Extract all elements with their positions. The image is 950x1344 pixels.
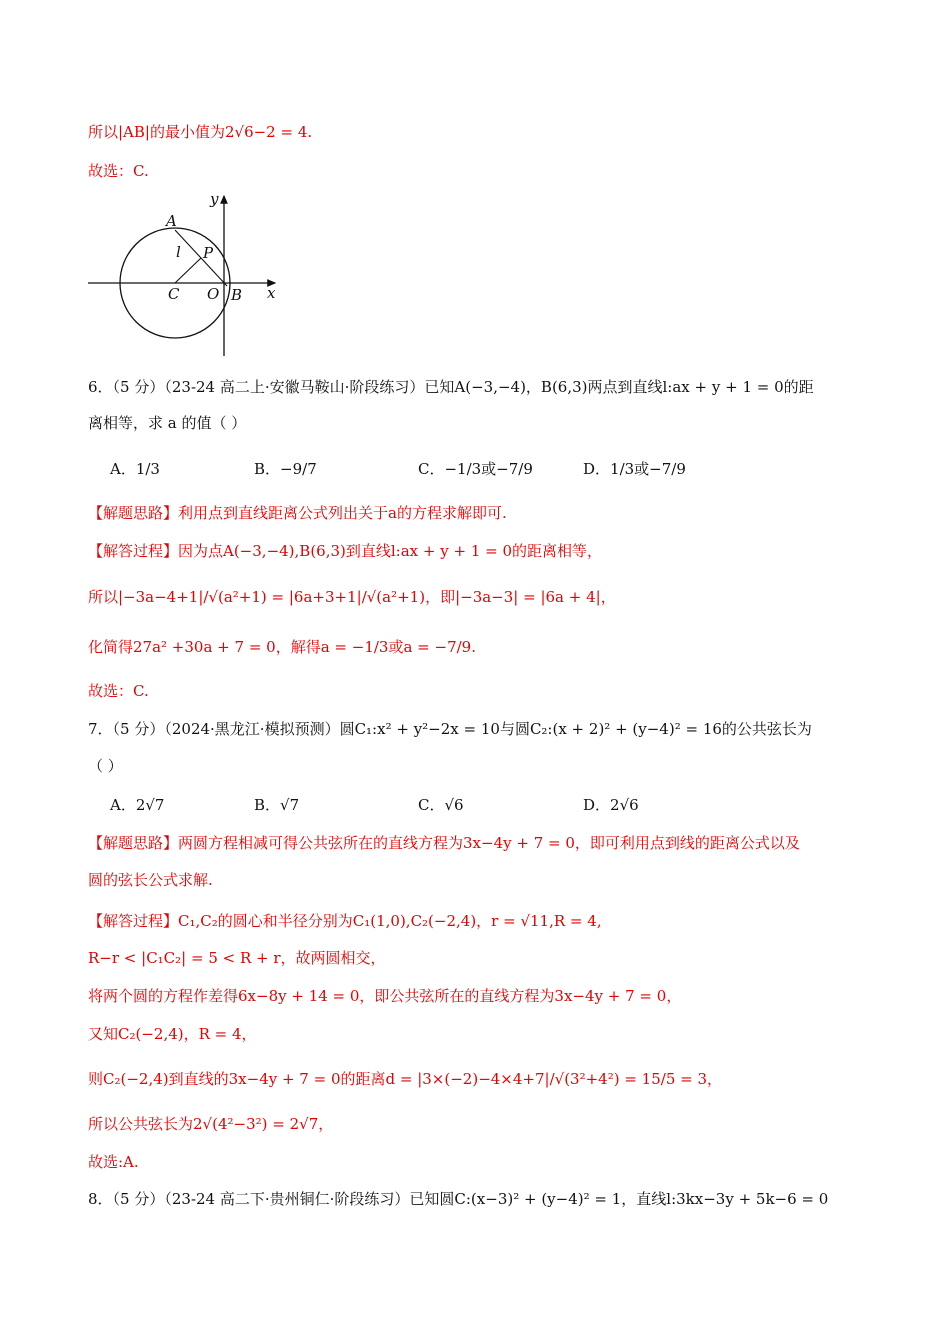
q7-option-d[interactable]: D．2√6 [583,796,639,814]
q7-solution-line2: R−r < |C₁C₂| = 5 < R + r，故两圆相交， [88,949,386,967]
q6-solution-line2: 所以|−3a−4+1|/√(a²+1) = |6a+3+1|/√(a²+1)，即|−3a−3| = |6a + 4|， [88,588,616,606]
q6-option-b[interactable]: B．−9/7 [254,460,317,478]
label-a: A [166,212,177,230]
q6-option-c[interactable]: C．−1/3或−7/9 [418,460,533,478]
q6-stem-line1: 6．（5 分）（23-24 高二上·安徽马鞍山·阶段练习）已知A(−3,−4)，B(6,3)两点到直线l:ax + y + 1 = 0的距 [88,378,814,396]
q6-solution-line3: 化简得27a² +30a + 7 = 0，解得a = −1/3或a = −7/9. [88,638,476,656]
label-l: l [176,243,181,261]
label-o: O [207,285,220,303]
q8-stem-line1: 8．（5 分）（23-24 高二下·贵州铜仁·阶段练习）已知圆C:(x−3)² + (y−4)² = 1，直线l:3kx−3y + 5k−6 = 0 [88,1190,829,1208]
q7-idea-line1: 【解题思路】两圆方程相减可得公共弦所在的直线方程为3x−4y + 7 = 0，即可利用点到线的距离公式以及 [88,834,800,852]
label-b: B [231,286,243,304]
q7-option-b[interactable]: B．√7 [254,796,300,814]
q6-solution-line1: 【解答过程】因为点A(−3,−4),B(6,3)到直线l:ax + y + 1 = 0的距离相等， [88,542,603,560]
prev-min-value-line: 所以|AB|的最小值为2√6−2 = 4. [88,123,313,141]
q6-answer: 故选：C. [88,682,149,700]
segment-cp [175,258,201,283]
q7-option-c[interactable]: C．√6 [418,796,464,814]
q6-stem-line2: 离相等，求 a 的值（ ） [88,414,247,432]
label-p: P [203,244,214,262]
q7-option-a[interactable]: A．2√7 [110,796,165,814]
prev-answer: 故选：C. [88,162,149,180]
q6-idea: 【解题思路】利用点到直线距离公式列出关于a的方程求解即可. [88,504,507,522]
label-y: y [210,190,219,208]
label-x: x [267,284,276,302]
circle-figure [80,188,300,363]
label-c: C [168,285,180,303]
q7-answer: 故选:A. [88,1153,139,1171]
q7-solution-line5: 则C₂(−2,4)到直线的3x−4y + 7 = 0的距离d = |3×(−2)−4×4+7|/√(3²+4²) = 15/5 = 3， [88,1070,723,1088]
q7-stem-line2: （ ） [88,757,123,775]
q7-idea-line2: 圆的弦长公式求解. [88,871,213,889]
q7-solution-line1: 【解答过程】C₁,C₂的圆心和半径分别为C₁(1,0),C₂(−2,4)，r = √11,R = 4, [88,912,602,930]
q7-stem-line1: 7．（5 分）（2024·黑龙江·模拟预测）圆C₁:x² + y²−2x = 10与圆C₂:(x + 2)² + (y−4)² = 16的公共弦长为 [88,720,812,738]
q6-option-a[interactable]: A．1/3 [110,460,160,478]
q6-option-d[interactable]: D．1/3或−7/9 [583,460,686,478]
q7-solution-line6: 所以公共弦长为2√(4²−3²) = 2√7， [88,1115,334,1133]
q7-solution-line3: 将两个圆的方程作差得6x−8y + 14 = 0，即公共弦所在的直线方程为3x−4y + 7 = 0， [88,987,682,1005]
q7-solution-line4: 又知C₂(−2,4)，R = 4， [88,1025,257,1043]
